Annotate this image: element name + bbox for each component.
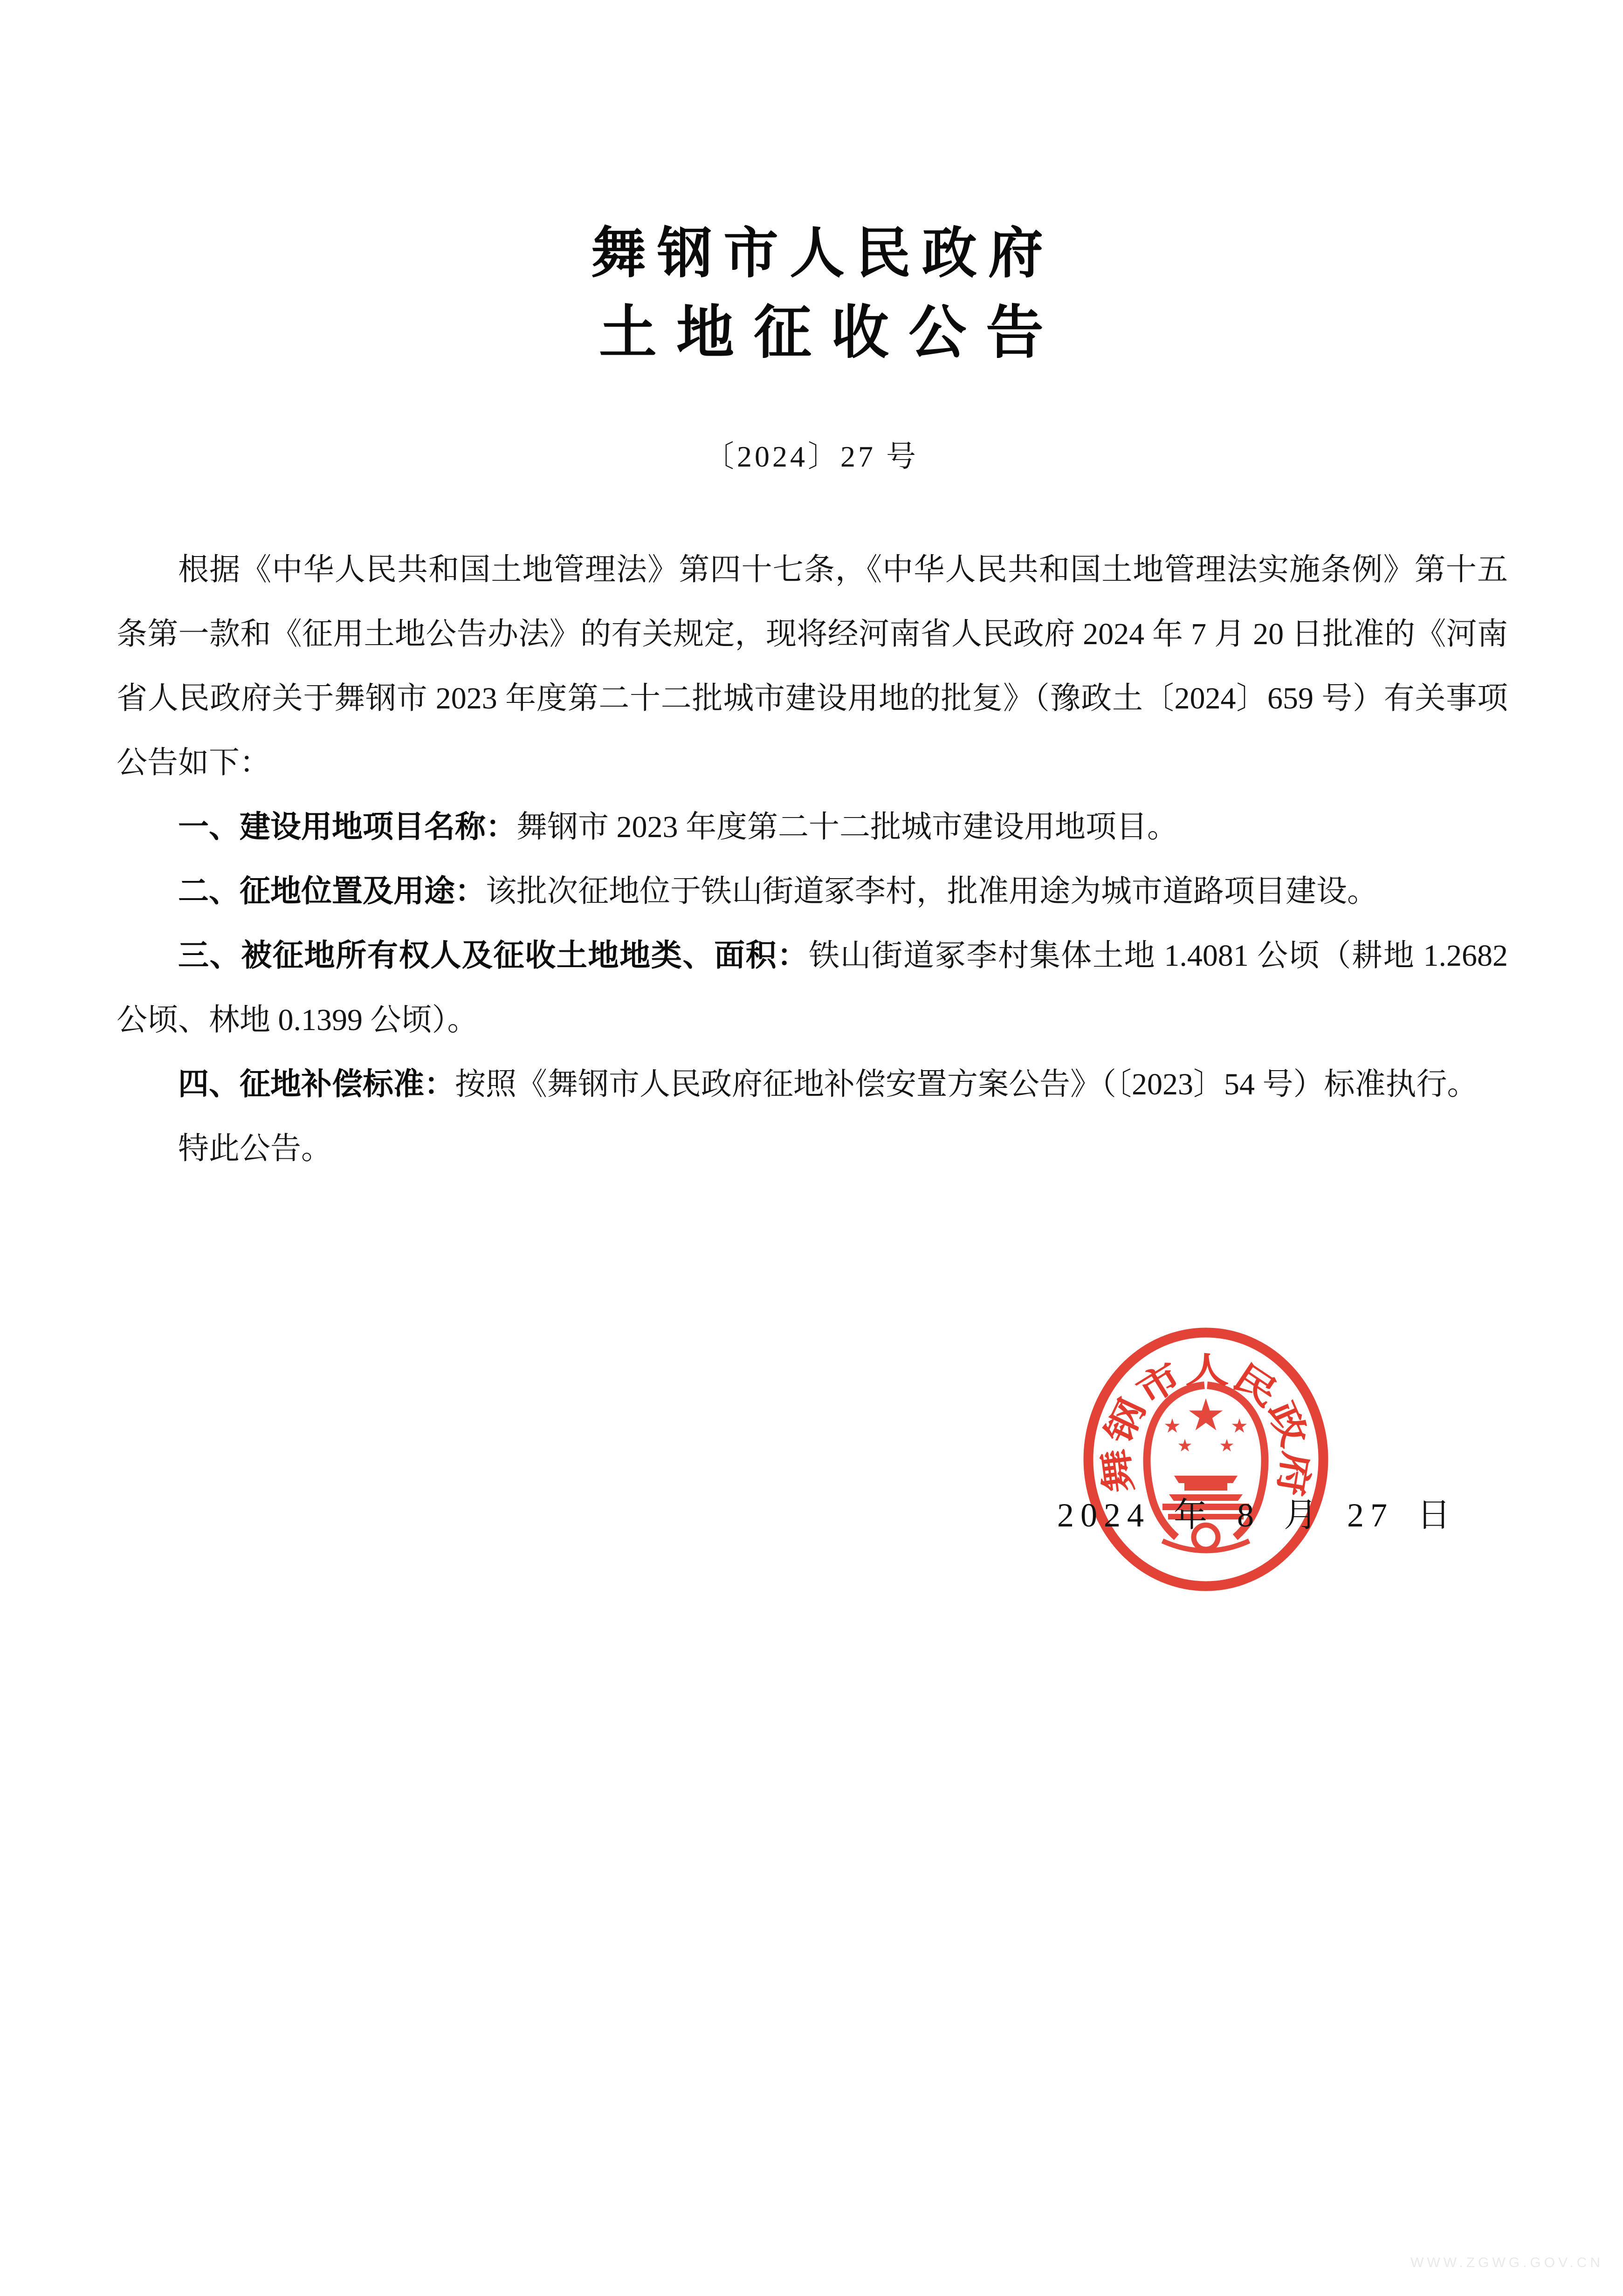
small-star-icon xyxy=(1220,1439,1234,1451)
item-4-paragraph xyxy=(117,1052,1508,1117)
paragraph-lead: 三、被征地所有权人及征收土地地类、面积： xyxy=(178,939,809,973)
issue-date: 2024 年 8 月 27 日 xyxy=(1057,1497,1458,1534)
big-star-icon xyxy=(1189,1398,1223,1430)
small-star-icon xyxy=(1165,1418,1180,1433)
document-body xyxy=(117,538,1508,1181)
small-star-icon xyxy=(1178,1439,1192,1451)
paragraph-text: 特此公告。 xyxy=(178,1132,332,1166)
paragraph-text: 根据《中华人民共和国土地管理法》第四十七条，《中华人民共和国土地管理法实施条例》第十五条第一款和《征用土地公告办法》的有关规定，现将经河南省人民政府 2024 年 7 月 20 日批准的《河南省人民政府关于舞钢市 2023 年度第二十二批城市建设用地的批复》（豫政土〔2024〕659 号）有关事项公告如下： xyxy=(117,553,1508,780)
site-watermark: WWW.ZGWG.GOV.CN xyxy=(1410,2255,1603,2270)
paragraph-text: 舞钢市 2023 年度第二十二批城市建设用地项目。 xyxy=(516,810,1178,844)
small-star-icon xyxy=(1232,1418,1247,1433)
item-1-paragraph xyxy=(117,795,1508,859)
paragraph-lead: 一、建设用地项目名称： xyxy=(178,810,516,844)
item-2-paragraph xyxy=(117,859,1508,924)
official-seal xyxy=(1078,1322,1334,1597)
seal-arc-text: 舞钢市人民政府 xyxy=(1097,1351,1316,1495)
paragraph-text: 按照《舞钢市人民政府征地补偿安置方案公告》（〔2023〕54 号）标准执行。 xyxy=(455,1067,1478,1101)
paragraph-lead: 四、征地补偿标准： xyxy=(178,1067,455,1101)
paragraph-lead: 二、征地位置及用途： xyxy=(178,874,486,908)
page-subtitle: 土地征收公告 xyxy=(598,301,1063,365)
paragraph-text: 该批次征地位于铁山街道冢李村，批准用途为城市道路项目建设。 xyxy=(486,874,1378,908)
document-number: 〔2024〕27 号 xyxy=(704,440,919,473)
intro-paragraph xyxy=(117,538,1508,795)
item-3-paragraph xyxy=(117,924,1508,1052)
closing-paragraph xyxy=(117,1117,1508,1181)
page-title: 舞钢市人民政府 xyxy=(591,223,1054,284)
paragraph-text: 铁山街道冢李村集体土地 1.4081 公顷（耕地 1.2682 公顷、林地 0.1399 公顷）。 xyxy=(117,939,1508,1037)
